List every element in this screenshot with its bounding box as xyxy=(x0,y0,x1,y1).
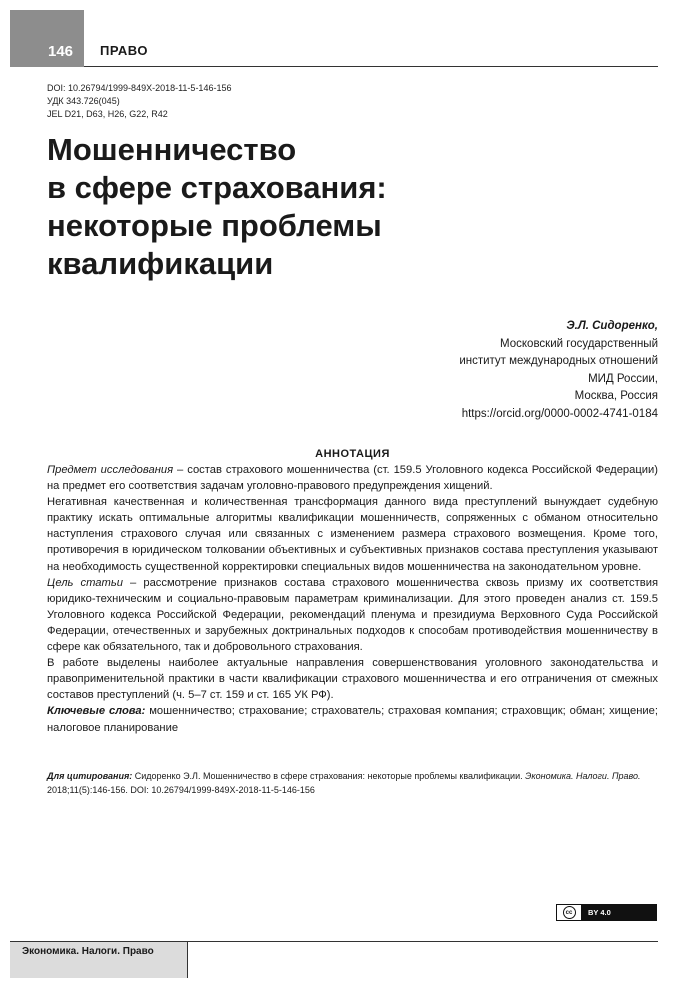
affiliation-line: Москва, Россия xyxy=(574,390,658,402)
subject-label: Предмет исследования xyxy=(47,464,174,476)
affiliation-line: Московский государственный xyxy=(500,337,658,350)
article-meta xyxy=(47,82,231,121)
article-title xyxy=(47,131,467,283)
author-block xyxy=(459,318,658,423)
udk: УДК 343.726(045) xyxy=(47,96,120,106)
purpose-text: – рассмотрение признаков состава страхового мошенничества сквозь призму их соответствия юридико-техническим и социально-правовым параметрам криминализации. Для этого проведен анализ ст. 159.5 Уголовного кодекса Российской Федерации, рекомендаций пленума и президиума Верховного Суда Российской Федерации, отечественных и зарубежных доктринальных подходов к способам противодействия мошенничеству в сфере как обязательного, так и добровольного страхования. xyxy=(47,576,659,654)
abstract-paragraph: В работе выделены наиболее актуальные направления совершенствования уголовного законодательства и правоприменительной практики в части квалификации страхового мошенничества и его отграничения от смежных составов преступлений (ч. 5–7 ст. 159 и ст. 165 УК РФ). xyxy=(47,657,658,702)
abstract-paragraph: Негативная качественная и количественная трансформация данного вида преступлений вынуждает судебную практику искать оптимальные алгоритмы квалификации мошенничеств, сопряженных с обманом относительно наступления страхового случая или связанных с изменением размера страхового возмещения. Кроме того, противоречия в юридическом толковании объективных и субъективных признаков состава преступления указывают на необходимость существенной корректировки специальных видов мошенничества на законодательном уровне. xyxy=(47,496,658,573)
purpose-label: Цель статьи xyxy=(47,576,123,589)
section-label: ПРАВО xyxy=(100,43,148,58)
jel-codes: JEL D21, D63, H26, G22, R42 xyxy=(47,109,168,119)
keywords xyxy=(47,703,658,735)
abstract-purpose xyxy=(47,575,658,655)
abstract-subject xyxy=(47,462,658,494)
license-label: BY 4.0 xyxy=(588,908,611,917)
title-line: в сфере страхования: xyxy=(47,170,387,205)
abstract-heading: АННОТАЦИЯ xyxy=(315,448,390,460)
title-line: квалификации xyxy=(47,246,274,281)
doi: DOI: 10.26794/1999-849X-2018-11-5-146-156 xyxy=(47,83,232,93)
header-divider xyxy=(84,66,658,67)
orcid-link[interactable]: https://orcid.org/0000-0002-4741-0184 xyxy=(461,407,658,420)
license-badge[interactable] xyxy=(556,904,657,921)
keywords-label: Ключевые слова: xyxy=(47,705,146,718)
subject-text: – состав страхового мошенничества (ст. 159.5 Уголовного кодекса Российской Федерации) на предмет его соответствия задачам уголовно-правового предупреждения хищений. xyxy=(47,464,658,493)
citation-tail: 2018;11(5):146-156. DOI: 10.26794/1999-849X-2018-11-5-146-156 xyxy=(47,784,315,795)
citation-journal: Экономика. Налоги. Право. xyxy=(525,771,641,781)
title-line: Мошенничество xyxy=(47,132,297,167)
title-line: некоторые проблемы xyxy=(47,208,382,243)
abstract-body xyxy=(47,462,658,736)
cc-icon xyxy=(556,904,582,921)
cc-circle-icon: cc xyxy=(563,906,576,919)
footer-journal: Экономика. Налоги. Право xyxy=(22,946,154,957)
citation-text: Сидоренко Э.Л. Мошенничество в сфере страхования: некоторые проблемы квалификации. xyxy=(132,771,526,781)
page-number: 146 xyxy=(48,43,74,60)
citation xyxy=(47,770,662,797)
affiliation-line: институт международных отношений xyxy=(459,355,658,367)
author-name: Э.Л. Сидоренко, xyxy=(566,320,658,332)
affiliation-line: МИД России, xyxy=(588,372,658,385)
citation-label: Для цитирования: xyxy=(47,771,133,781)
keywords-text: мошенничество; страхование; страхователь; страховая компания; страховщик; обман; хищение; налоговое планирование xyxy=(47,705,658,734)
